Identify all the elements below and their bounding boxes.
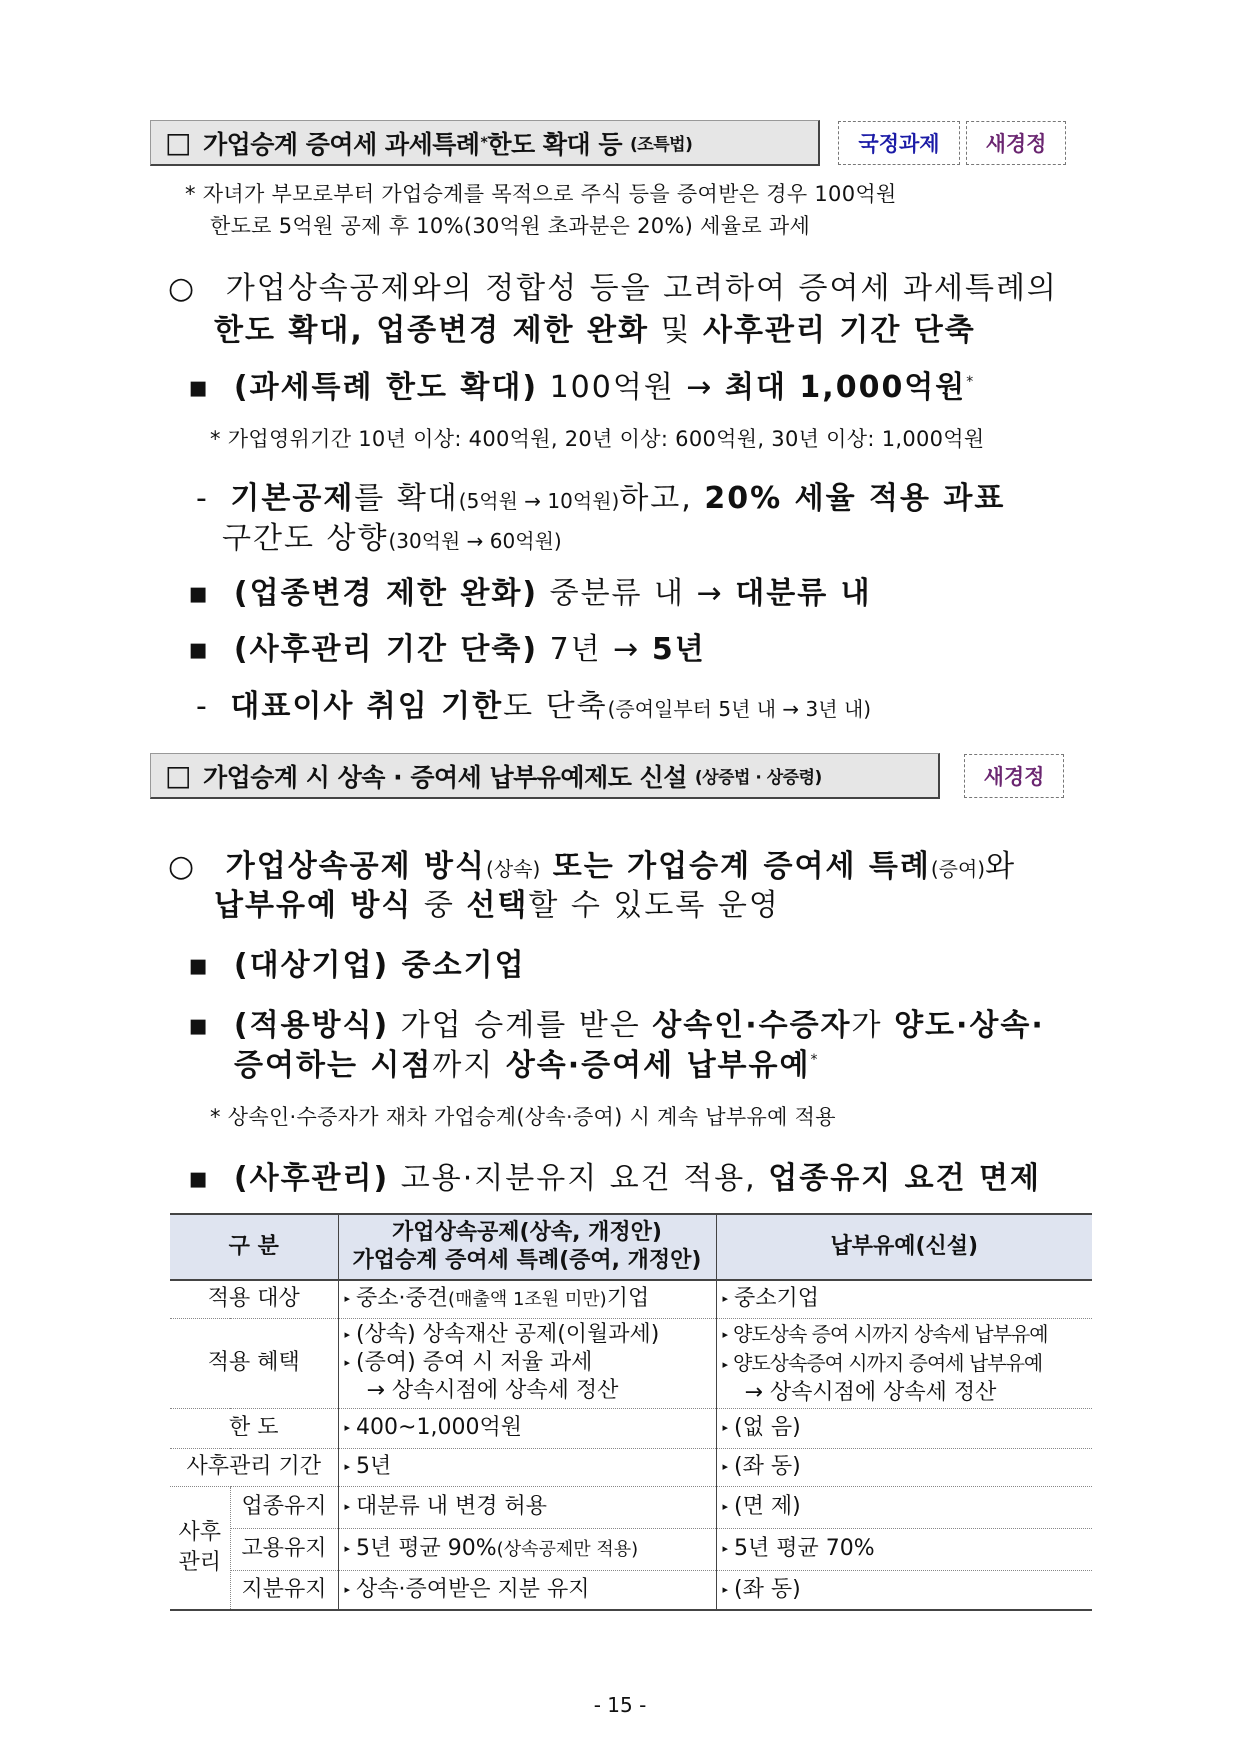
conjunction: 및: [648, 313, 703, 348]
table-header-row: [170, 1214, 1092, 1280]
square-bullet: ▪: [188, 1161, 211, 1196]
text: 를 확대: [354, 481, 459, 516]
row-group-category: [170, 1486, 230, 1610]
emph-text: 납부유예 방식: [214, 888, 413, 923]
row-category: 사후관리 기간: [170, 1448, 338, 1486]
item-label: (업종변경 제한 완화): [233, 576, 539, 611]
cell-text: 양도상속 증여 시까지 상속세 납부유예: [733, 1321, 1048, 1346]
cell: [338, 1528, 716, 1570]
cell-text: (좌 동): [734, 1576, 801, 1602]
small-text: (증여일부터 5년 내 → 3년 내): [607, 697, 872, 721]
item-text: 중소기업: [389, 948, 526, 983]
text: 하고,: [619, 481, 705, 516]
triangle-bullet-icon: ▸: [722, 1460, 729, 1473]
triangle-bullet-icon: ▸: [344, 1421, 351, 1434]
text: 도 단축: [503, 689, 608, 724]
cell-text: → 상속시점에 상속세 정산: [744, 1379, 997, 1405]
circle-bullet: ○: [168, 849, 197, 884]
section-title: 가업승계 증여세 과세특례: [202, 129, 480, 159]
paragraph-2-line-1: [168, 841, 1016, 885]
law-reference: (조특법): [630, 135, 693, 155]
emph-basic-deduction: 기본공제: [230, 481, 355, 516]
triangle-bullet-icon: ▸: [722, 1328, 728, 1341]
row-category: 적용 혜택: [170, 1318, 338, 1408]
checkbox-square-icon: □: [165, 126, 191, 159]
group-label: 사후관리: [178, 1519, 221, 1575]
tag-new-economic-policy: 새경정: [966, 121, 1066, 165]
header-deduction: [338, 1214, 716, 1280]
triangle-bullet-icon: ▸: [344, 1356, 351, 1369]
comparison-table: [170, 1213, 1092, 1611]
small-text: (30억원 → 60억원): [388, 529, 562, 553]
small-text: (증여): [930, 857, 986, 881]
triangle-bullet-icon: ▸: [344, 1328, 351, 1341]
item-to: 5년: [651, 632, 706, 667]
header-line: 가업승계 증여세 특례(증여, 개정안): [352, 1248, 702, 1273]
triangle-bullet-icon: ▸: [344, 1460, 351, 1473]
text: 구간도 상향: [222, 521, 389, 556]
cell-text: 5년 평균 70%: [734, 1536, 875, 1561]
text: 가업 승계를 받은: [389, 1008, 653, 1043]
item-label: (사후관리 기간 단축): [233, 632, 539, 667]
row-subcategory: 지분유지: [230, 1570, 338, 1610]
table-row: [170, 1570, 1092, 1610]
cell-text: 상속·증여받은 지분 유지: [356, 1576, 590, 1602]
cell: [716, 1528, 1092, 1570]
item-application-method-line-1: [188, 1000, 1045, 1044]
sub-ceo-deadline: [196, 681, 871, 725]
cell-text: (면 제): [734, 1494, 801, 1519]
paragraph-1-line-2: [214, 305, 976, 349]
section-title-rest: 한도 확대 등: [487, 129, 623, 159]
square-bullet: ▪: [188, 632, 211, 667]
cell-text: (상속) 상속재산 공제(이월과세): [356, 1322, 660, 1347]
title-footnote-mark: *: [480, 134, 488, 151]
text: 까지: [432, 1048, 506, 1083]
triangle-bullet-icon: ▸: [344, 1500, 351, 1513]
square-bullet: ▪: [188, 576, 211, 611]
tag-new-economic-policy: 새경정: [964, 754, 1064, 798]
item-industry-change: [188, 568, 872, 612]
item-label: (사후관리): [233, 1161, 390, 1196]
item-label: (적용방식): [233, 1008, 390, 1043]
cell-text: 5년 평균 90%: [356, 1535, 497, 1561]
footnote-mark: *: [966, 374, 976, 390]
item-period-reduction: [188, 624, 706, 668]
header-deferral: 납부유예(신설): [716, 1214, 1092, 1280]
item-label: (과세특례 한도 확대): [233, 370, 539, 405]
section-header-2: [150, 753, 1064, 799]
footnote-mark: *: [810, 1052, 820, 1068]
paragraph-1-text: 가업상속공제와의 정합성 등을 고려하여 증여세 과세특례의: [225, 271, 1058, 306]
cell-text: 중소·중견: [356, 1285, 449, 1311]
square-bullet: ▪: [188, 1008, 211, 1043]
emph-text: 업종유지 요건 면제: [768, 1161, 1041, 1196]
item-application-method-line-2: [234, 1040, 820, 1084]
header-category: 구 분: [170, 1214, 338, 1280]
emph-text: 상속·증여세 납부유예: [505, 1048, 811, 1083]
section-title-box: [150, 120, 820, 166]
emph-text: 상속인·수증자: [652, 1008, 852, 1043]
text: 가: [851, 1008, 895, 1043]
cell: [338, 1318, 716, 1408]
cell-text: 대분류 내 변경 허용: [356, 1494, 548, 1519]
section-title: 가업승계 시 상속 · 증여세 납부유예제도 신설: [202, 762, 687, 792]
triangle-bullet-icon: ▸: [344, 1541, 351, 1555]
item-from: 중분류 내 →: [538, 576, 736, 611]
triangle-bullet-icon: ▸: [344, 1291, 351, 1305]
triangle-bullet-icon: ▸: [722, 1582, 729, 1596]
emph-limit-expansion: 한도 확대, 업종변경 제한 완화: [214, 313, 649, 348]
cell-text: 중소기업: [734, 1286, 820, 1312]
table-row: [170, 1448, 1092, 1486]
square-bullet: ▪: [188, 948, 211, 983]
cell-text: (없 음): [734, 1415, 801, 1440]
page-number: - 15 -: [593, 1693, 647, 1717]
cell-text: 5년: [356, 1454, 392, 1479]
triangle-bullet-icon: ▸: [722, 1357, 728, 1371]
dash-bullet: -: [196, 689, 209, 724]
text: 고용·지분유지 요건 적용,: [389, 1161, 769, 1196]
triangle-bullet-icon: ▸: [722, 1421, 729, 1434]
emph-ceo-deadline: 대표이사 취임 기한: [230, 689, 504, 724]
cell-text: (좌 동): [734, 1454, 801, 1479]
table-row: [170, 1280, 1092, 1318]
row-category: 적용 대상: [170, 1280, 338, 1318]
item-to: 대분류 내: [735, 576, 872, 611]
emph-text: 양도·상속·: [894, 1008, 1045, 1043]
cell: [338, 1486, 716, 1528]
cell-text: 기업: [606, 1285, 650, 1311]
table-row: [170, 1528, 1092, 1570]
section-header-1: [150, 120, 1066, 166]
cell-text: 양도상속증여 시까지 증여세 납부유예: [733, 1351, 1043, 1375]
emph-period-reduction: 사후관리 기간 단축: [703, 313, 976, 348]
paragraph-2-line-2: [214, 880, 780, 924]
cell: [338, 1280, 716, 1318]
table-row: [170, 1408, 1092, 1448]
cell: [716, 1318, 1092, 1408]
triangle-bullet-icon: ▸: [344, 1582, 351, 1596]
law-reference: (상증법 · 상증령): [694, 768, 822, 788]
cell: [716, 1408, 1092, 1448]
cell: [338, 1448, 716, 1486]
emph-text: 선택: [466, 888, 529, 923]
footnote-1-line-2: 한도로 5억원 공제 후 10%(30억원 초과분은 20%) 세율로 과세: [210, 214, 811, 238]
footnote-2: * 가업영위기간 10년 이상: 400억원, 20년 이상: 600억원, 30년 이상: 1,000억원: [210, 427, 985, 451]
text: 중: [412, 888, 467, 923]
cell: [716, 1280, 1092, 1318]
row-subcategory: 업종유지: [230, 1486, 338, 1528]
header-line: 가업상속공제(상속, 개정안): [392, 1220, 662, 1245]
item-target-company: [188, 940, 526, 984]
emph-tax-rate: 20% 세율 적용 과표: [704, 481, 1006, 516]
text: 와: [985, 849, 1017, 884]
cell-text: (증여) 증여 시 저율 과세: [356, 1350, 593, 1375]
item-label: (대상기업): [233, 948, 390, 983]
small-text: (상속): [486, 857, 541, 881]
tag-national-task: 국정과제: [838, 121, 960, 165]
checkbox-square-icon: □: [165, 759, 191, 792]
item-to: 최대 1,000억원: [725, 370, 967, 405]
item-from: 7년 →: [538, 632, 652, 667]
square-bullet: ▪: [188, 370, 211, 405]
cell: [716, 1486, 1092, 1528]
item-limit-expansion: [188, 362, 975, 406]
emph-text: 증여하는 시점: [234, 1048, 433, 1083]
row-category: 한 도: [170, 1408, 338, 1448]
cell: [716, 1448, 1092, 1486]
circle-bullet: ○: [168, 271, 197, 306]
text: 할 수 있도록 운영: [528, 888, 780, 923]
triangle-bullet-icon: ▸: [722, 1292, 729, 1306]
footnote-1-line-1: * 자녀가 부모로부터 가업승계를 목적으로 주식 등을 증여받은 경우 100억원: [185, 182, 897, 206]
dash-bullet: -: [196, 481, 209, 516]
cell: [716, 1570, 1092, 1610]
sub-basic-deduction-line-2: [222, 513, 562, 557]
item-from: 100억원 →: [538, 370, 726, 405]
paragraph-1-line-1: [168, 263, 1058, 307]
cell-text: → 상속시점에 상속세 정산: [366, 1378, 619, 1403]
emph-text: 또는 가업승계 증여세 특례: [540, 849, 931, 884]
row-subcategory: 고용유지: [230, 1528, 338, 1570]
cell: [338, 1570, 716, 1610]
cell-small-text: (상속공제만 적용): [496, 1538, 639, 1560]
cell-text: 400~1,000억원: [356, 1415, 522, 1440]
footnote-3: * 상속인·수증자가 재차 가업승계(상속·증여) 시 계속 납부유예 적용: [210, 1105, 836, 1129]
section-title-box: [150, 753, 940, 799]
triangle-bullet-icon: ▸: [722, 1542, 729, 1555]
table-row: [170, 1318, 1092, 1408]
small-text: (5억원 → 10억원): [458, 489, 620, 513]
sub-basic-deduction-line-1: [196, 473, 1005, 517]
triangle-bullet-icon: ▸: [722, 1500, 729, 1513]
cell: [338, 1408, 716, 1448]
table-row: [170, 1486, 1092, 1528]
item-post-management: [188, 1153, 1041, 1197]
emph-text: 가업상속공제 방식: [225, 849, 487, 884]
cell-small-text: (매출액 1조원 미만): [448, 1288, 607, 1310]
